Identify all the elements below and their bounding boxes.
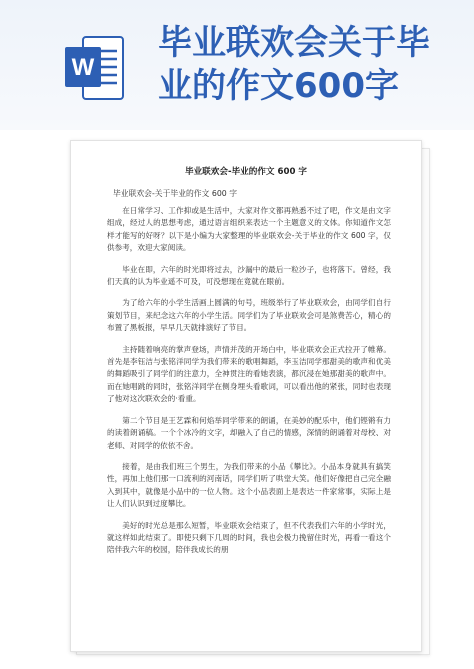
paragraph-6: 接着，是由我们班三个男生，为我们带来的小品《攀比》。小品本身就具有搞笑性，再加上他们那一口流利的河南话，同学们听了哄堂大笑。他们好像把自己完全融入到其中，就像是小品中的一位人物。这个小品表面上是表达一件家常事，实际上是让人们认识到过度攀比。	[107, 461, 391, 509]
document-preview	[70, 140, 430, 655]
paragraph-3: 为了给六年的小学生活画上圆满的句号，班级举行了毕业联欢会，由同学们自行策划节目，来纪念这六年的小学生活。同学们为了毕业联欢会可是煞费苦心，精心的布置了黑板报，早早几天就排演好了节目。	[107, 298, 391, 333]
document-body	[107, 205, 391, 557]
paragraph-4: 主持随着响亮的掌声登场，声情并茂的开场白中，毕业联欢会正式拉开了帷幕。首先是李钰洁与张铭洋同学为我们带来的歌唱舞蹈，李玉洁同学那甜美的歌声和优美的舞蹈吸引了同学们的注意力，全神贯注的看她表演，都沉浸在她那甜美的歌声中。而在她唱跳的同时，张铭洋同学在侧身埋头看歌词，可以看出他的紧张，同时也表现了他对这次联欢会的·看重。	[107, 344, 391, 404]
document-title: 毕业联欢会-毕业的作文 600 字	[184, 167, 308, 177]
paragraph-2: 毕业在即，六年的时光即将过去，沙漏中的最后一粒沙子，也将落下。曾经，我们天真的认为毕业遥不可及，可没想现在竟就在眼前。	[107, 264, 391, 287]
header-banner	[0, 0, 474, 130]
paragraph-1: 在日常学习、工作抑或是生活中，大家对作文都再熟悉不过了吧，作文是由文字组成，经过人的思想考虑，通过语言组织来表达一个主题意义的文体。你知道作文怎样才能写的好呀？以下是小编为大家整理的毕业联欢会-关于毕业的作文 600 字，仅供参考，欢迎大家阅读。	[107, 206, 391, 253]
document-page[interactable]	[70, 140, 422, 652]
paragraph-7: 美好的时光总是那么短暂，毕业联欢会结束了，但不代表我们六年的小学时光，就这样如此结束了。即使只剩下几周的时间，我也会极力挽留住时光，再看一看这个陪伴我六年的校园，陪伴我成长的朋	[107, 520, 391, 555]
document-subtitle: 毕业联欢会-关于毕业的作文 600 字	[113, 189, 238, 198]
word-icon-letter: W	[71, 54, 95, 81]
page-title-line-1: 毕业联欢会关于毕	[158, 23, 430, 63]
page-title-line-2: 业的作文600字	[158, 66, 399, 106]
word-document-icon	[63, 33, 125, 103]
page-title	[158, 22, 458, 108]
paragraph-5: 第二个节目是王艺霖和何焰举同学带来的朗诵，在美妙的配乐中，他们铿锵有力的读着朗诵稿。一个个冰冷的文字，却融入了自己的情感，深情的朗诵着对母校、对老师、对同学的依依不舍。	[107, 415, 391, 450]
